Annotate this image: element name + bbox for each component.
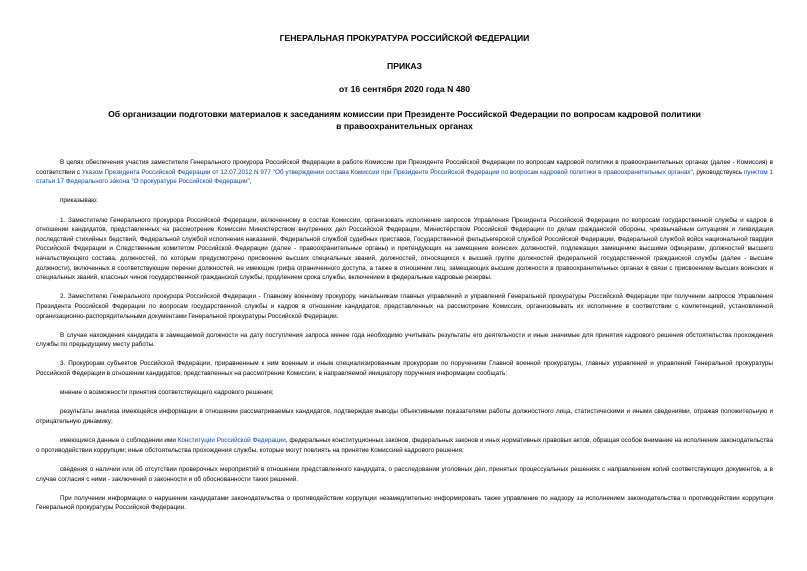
paragraph-item-3-opinion: мнение о возможности принятия соответствующего кадрового решения; xyxy=(60,389,274,397)
paragraph-item-1: 1. Заместителю Генерального прокурора Российской Федерации, включенному в состав Комиссии, организовать исполнение запросов Управления Президента Российской Федерации по вопросам государственной службы и кадров в отношении кандидатов, представленных на рассмотрение Комиссии Министерством внутренних дел Российской Федерации, Министерством Российской Федерации по делам гражданской обороны, чрезвычайным ситуациям и ликвидации последствий стихийных бедствий, Федеральной службой исполнения наказаний, Федеральной службой судебных приставов, Государственной фельдъегерской службой Российской Федерации, Федеральной службой войск национальной гвардии Российской Федерации и Следственным комитетом Российской Федерации (далее - правоохранительные органы) и претендующих на замещение воинских должностей, подлежащих замещению высшими офицерами, должностей высшего начальствующего состава, должностей, по которым предусмотрено присвоение высших специальных званий, должностей, относящихся к высшей группе должностей федеральной государственной гражданской службы (далее - высшие должности), включенных в соответствующие перечни должностей, не имеющие грифа ограниченного доступа, а также в отношении лиц, замещающих высшие должности в правоохранительных органах в связи с присвоением высших воинских и специальных званий, классных чинов государственной гражданской службы, продлением срока службы, включением в федеральные кадровые резервы. xyxy=(36,216,773,282)
organization-name: ГЕНЕРАЛЬНАЯ ПРОКУРАТУРА РОССИЙСКОЙ ФЕДЕРАЦИИ xyxy=(279,33,530,43)
paragraph-order: приказываю: xyxy=(60,197,98,205)
link-constitution[interactable]: Конституции Российской Федерации xyxy=(177,437,286,445)
link-decree-977[interactable]: Указом Президента Российской Федерации от 12.07.2012 N 977 "Об утверждении состава Комиссии при Президенте Российской Федерации по вопросам кадровой политики в правоохранительных органах" xyxy=(81,168,693,176)
paragraph-item-3-compliance xyxy=(36,436,773,455)
paragraph-item-3: 3. Прокурорам субъектов Российской Федерации, приравненным к ним военным и иным специализированным прокурорам по поручениям Главной военной прокуратуры, главных управлений и управлений Генеральной прокуратуры Российской Федерации в отношении кандидатов, представленных на рассмотрение Комиссии, в направляемой инициатору поручения информации сообщать: xyxy=(36,360,773,378)
document-type: ПРИКАЗ xyxy=(387,61,422,71)
paragraph-corruption-notice: При получении информации о нарушении кандидатами законодательства о противодействии коррупции незамедлительно информировать также управление по надзору за исполнением законодательства о противодействии коррупции Генеральной прокуратуры Российской Федерации. xyxy=(36,494,773,512)
paragraph-preamble xyxy=(36,158,773,187)
document-title: Об организации подготовки материалов к заседаниям комиссии при Президенте Российской Федерации по вопросам кадровой политики в правоохранительных органах xyxy=(108,109,701,131)
compliance-text-end: , федеральных конституционных законов, федеральных законов и иных нормативных правовых актов, обращая особое внимание на исполнение законодательства о противодействии коррупции; иные обстоятельства прохождения службы, которые могут повлиять на принятие Комиссией кадрового решения; xyxy=(36,437,773,454)
paragraph-item-2-note: В случае нахождения кандидата в замещаемой должности на дату поступления запроса менее года необходимо учитывать результаты его деятельности и иные значимые для принятия кадрового решения обстоятельства прохождения службы по предыдущему месту работы. xyxy=(36,331,773,349)
paragraph-item-2: 2. Заместителю Генерального прокурора Российской Федерации - Главному военному прокурору, начальникам главных управлений и управлений Генеральной прокуратуры Российской Федерации при получении запросов Управления Президента Российской Федерации по вопросам государственной службы и кадров в отношении кандидатов, представленных на рассмотрение Комиссии, организовывать их исполнение в соответствии с компетенцией, установленной организационно-распорядительными документами Генеральной прокуратуры Российской Федерации. xyxy=(36,293,773,320)
paragraph-item-3-checks: сведения о наличии или об отсутствии проверочных мероприятий в отношении представленного кандидата, о расследовании уголовных дел, принятых процессуальных решениях с направлением копий соответствующих документов, а в случае согласия с ними - заключений о законности и об обоснованности таких решений. xyxy=(36,466,773,483)
preamble-text-start: В целях обеспечения участия заместителя Генерального прокурора Российской Федерации в работе Комиссии при Президенте Российской Федерации по вопросам кадровой политики в правоохранительных органах (далее - Комиссия) в соответствии с xyxy=(36,159,773,176)
preamble-text-end: , xyxy=(249,178,252,186)
preamble-text-middle: , руководствуясь xyxy=(692,168,744,176)
paragraph-item-3-analysis: результаты анализа имеющейся информации в отношении рассматриваемых кандидатов, подтверждая выводы объективными показателями работы должностного лица, статистическими и иными сведениями, отражая положительную и отрицательную динамику; xyxy=(36,408,773,426)
document-date: от 16 сентября 2020 года N 480 xyxy=(338,84,471,94)
link-prosecution-law[interactable]: пунктом 1 статьи 17 Федерального закона "О прокуратуре Российской Федерации" xyxy=(36,168,773,186)
document-body xyxy=(36,158,773,513)
compliance-text-start: имеющиеся данные о соблюдении ими xyxy=(60,437,178,445)
